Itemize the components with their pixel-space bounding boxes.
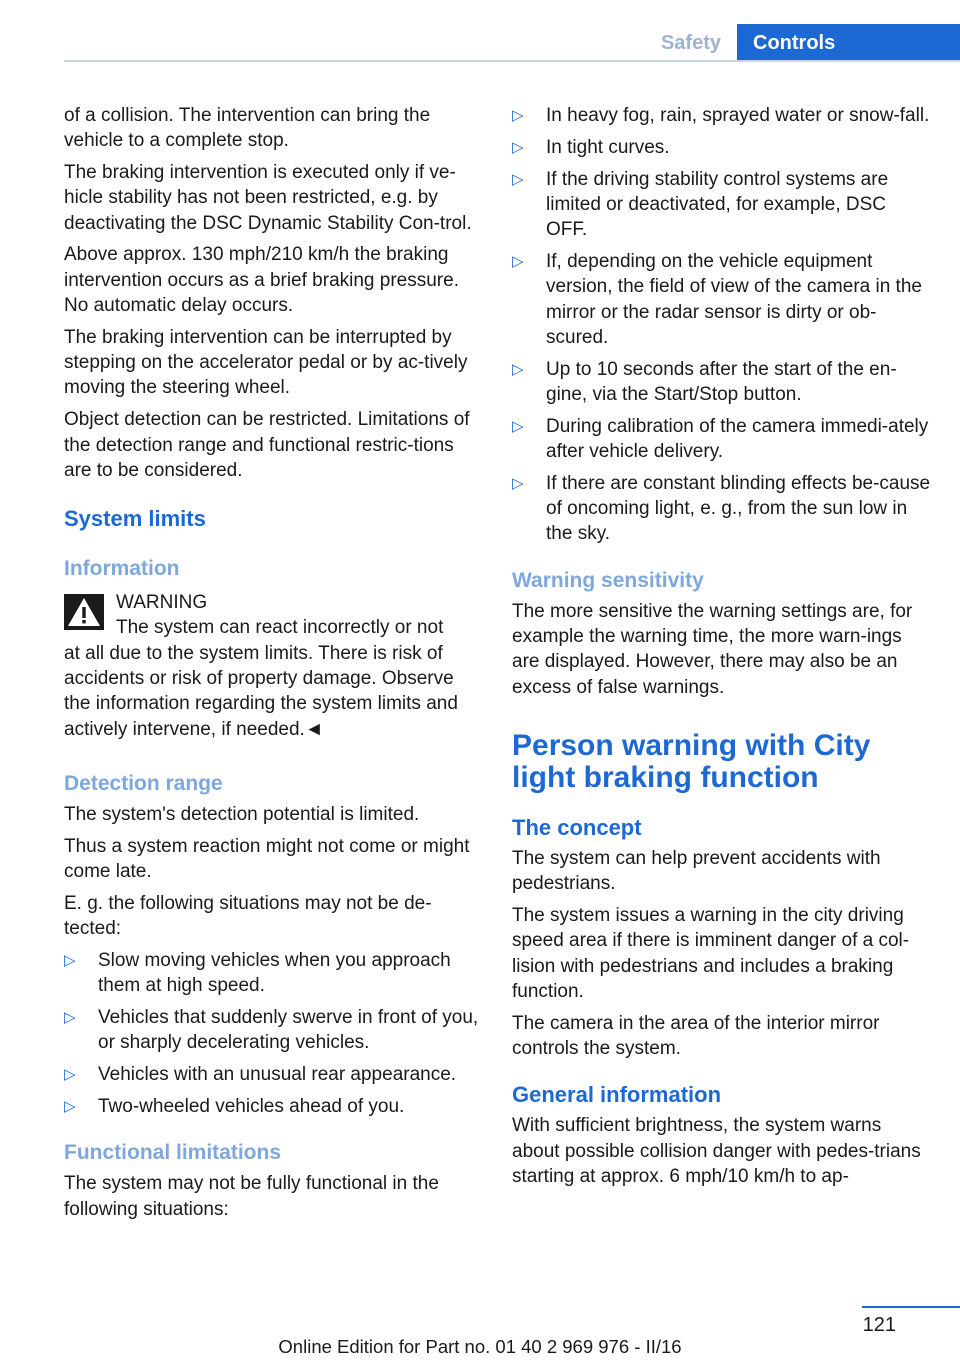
warning-text-first-line: The system can react incorrectly or not <box>116 617 444 639</box>
warning-text: at all due to the system limits. There is risk of accidents or risk of property damage. Observe the information regarding the system limits and actively intervene, if needed.◄ <box>64 642 458 740</box>
paragraph: Object detection can be restricted. Limitations of the detection range and functional restric‐tions are to be considered. <box>64 409 470 481</box>
list-item: ▷ In tight curves. <box>512 135 932 160</box>
heading-information: Information <box>64 557 180 581</box>
paragraph: The system may not be fully functional in the following situations: <box>64 1173 439 1220</box>
heading-person-warning: Person warning with City light braking function <box>512 728 871 794</box>
paragraph: of a collision. The intervention can bring the vehicle to a complete stop. <box>64 105 431 152</box>
triangle-bullet-icon: ▷ <box>64 1097 76 1115</box>
list-item: ▷ Two-wheeled vehicles ahead of you. <box>64 1094 480 1119</box>
functional-limitations-list <box>512 103 932 547</box>
header-divider <box>64 60 960 62</box>
paragraph: The braking intervention is executed only if ve‐hicle stability has not been restricted, e.g. by deactivating the DSC Dynamic Stability Con‐trol. <box>64 162 472 234</box>
heading-system-limits: System limits <box>64 506 206 532</box>
paragraph: The system can help prevent accidents with pedestrians. <box>512 847 881 895</box>
paragraph: Thus a system reaction might not come or might come late. <box>64 835 470 883</box>
detection-limits-list <box>64 948 480 1119</box>
triangle-bullet-icon: ▷ <box>64 1066 76 1084</box>
warning-title: WARNING <box>116 592 208 614</box>
footer-edition: Online Edition for Part no. 01 40 2 969 976 - II/16 <box>278 1336 682 1357</box>
list-item: ▷ Slow moving vehicles when you approach them at high speed. <box>64 949 451 997</box>
triangle-bullet-icon: ▷ <box>512 360 524 378</box>
list-item: ▷ If there are constant blinding effects be‐cause of oncoming light, e. g., from the sun low in the sky. <box>512 472 931 545</box>
triangle-bullet-icon: ▷ <box>512 170 524 188</box>
triangle-bullet-icon: ▷ <box>64 1009 76 1027</box>
triangle-bullet-icon: ▷ <box>64 951 76 969</box>
heading-functional-limitations: Functional limitations <box>64 1141 282 1165</box>
list-item: ▷ If, depending on the vehicle equipment version, the field of view of the camera in the mirror or the radar sensor is dirty or ob‐scured. <box>512 250 922 348</box>
heading-detection-range: Detection range <box>64 771 223 795</box>
paragraph: The braking intervention can be interrupted by stepping on the accelerator pedal or by ac‐tively moving the steering wheel. <box>64 326 468 399</box>
paragraph: The system's detection potential is limited. <box>64 803 420 825</box>
list-item: ▷ Up to 10 seconds after the start of the en‐gine, via the Start/Stop button. <box>512 358 897 405</box>
paragraph: The camera in the area of the interior mirror controls the system. <box>512 1012 880 1060</box>
warning-triangle-icon <box>64 594 104 630</box>
list-item: ▷ In heavy fog, rain, sprayed water or snow‐fall. <box>512 103 932 128</box>
footer-divider <box>862 1306 960 1308</box>
paragraph: The system issues a warning in the city driving speed area if there is imminent danger of a col‐lision with pedestrians and includes a braking function. <box>512 905 910 1002</box>
tab-controls[interactable]: Controls <box>737 24 960 62</box>
heading-concept: The concept <box>512 814 642 840</box>
triangle-bullet-icon: ▷ <box>512 252 524 270</box>
list-item: ▷ During calibration of the camera immedi‐ately after vehicle delivery. <box>512 415 929 463</box>
page-number: 121 <box>862 1314 896 1336</box>
triangle-bullet-icon: ▷ <box>512 138 524 156</box>
warning-box <box>64 590 480 742</box>
paragraph: The more sensitive the warning settings are, for example the warning time, the more warn‐ings are displayed. However, there may also be an excess of false warnings. <box>512 600 913 698</box>
right-column <box>512 103 932 1196</box>
list-item: ▷ If the driving stability control systems are limited or deactivated, for example, DSC OFF. <box>512 168 889 241</box>
triangle-bullet-icon: ▷ <box>512 417 524 435</box>
tab-safety[interactable]: Safety <box>660 32 721 54</box>
list-item: ▷ Vehicles that suddenly swerve in front of you, or sharply decelerating vehicles. <box>64 1007 479 1054</box>
triangle-bullet-icon: ▷ <box>512 474 524 492</box>
left-column <box>64 103 480 1228</box>
triangle-bullet-icon: ▷ <box>512 107 524 124</box>
list-item: ▷ Vehicles with an unusual rear appearance. <box>64 1062 480 1087</box>
paragraph: E. g. the following situations may not be de‐tected: <box>64 892 432 940</box>
heading-warning-sensitivity: Warning sensitivity <box>512 568 704 592</box>
heading-general-information: General information <box>512 1082 722 1108</box>
paragraph: With sufficient brightness, the system warns about possible collision danger with pedes‐trians starting at approx. 6 mph/10 km/h to ap‐ <box>512 1115 921 1187</box>
paragraph: Above approx. 130 mph/210 km/h the braking intervention occurs as a brief braking pressure. No automatic delay occurs. <box>64 244 459 317</box>
